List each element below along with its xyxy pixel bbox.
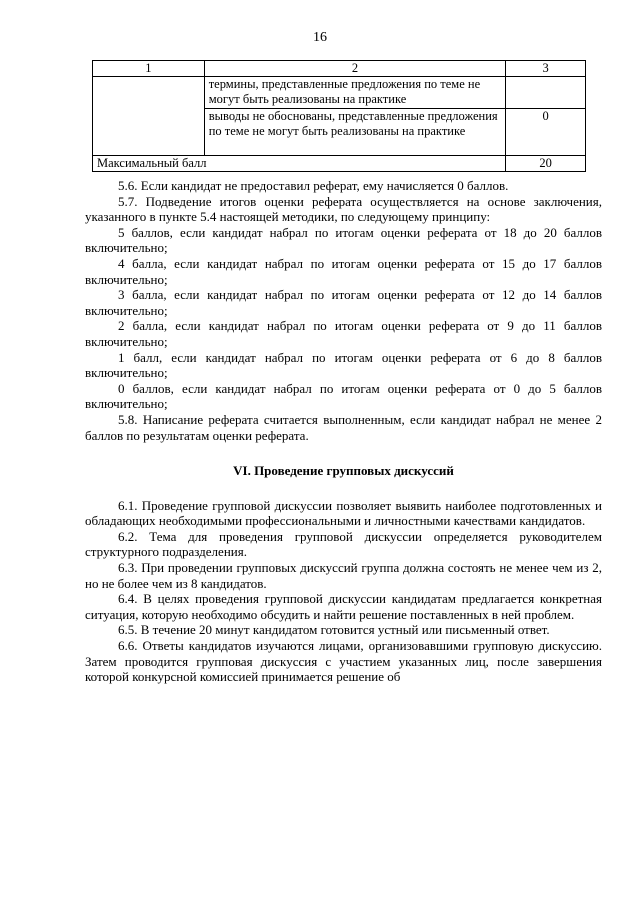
paragraph: 2 балла, если кандидат набрал по итогам оценки реферата от 9 до 11 баллов включительно;	[85, 318, 602, 349]
max-score-value: 20	[506, 156, 586, 172]
paragraph: 6.3. При проведении групповых дискуссий группа должна состоять не менее чем из 2, но не более чем из 8 кандидатов.	[85, 560, 602, 591]
scoring-criteria-table	[92, 60, 586, 172]
paragraph: 5.7. Подведение итогов оценки реферата осуществляется на основе заключения, указанного в пункте 5.4 настоящей методики, по следующему принципу:	[85, 193, 602, 225]
paragraph: 1 балл, если кандидат набрал по итогам оценки реферата от 6 до 8 баллов включительно;	[85, 349, 602, 381]
page-number: 16	[313, 30, 327, 45]
paragraph: 6.6. Ответы кандидатов изучаются лицами, организовавшими групповую дискуссию. Затем проводится групповая дискуссия с участием указанных лиц, после завершения которой конкурсной комиссией принимается решение об	[85, 638, 602, 685]
table-merged-cell	[93, 77, 205, 156]
max-score-label: Максимальный балл	[93, 156, 506, 172]
table-header-cell: 3	[506, 61, 586, 77]
paragraph: 6.2. Тема для проведения групповой дискуссии определяется руководителем структурного подразделения.	[85, 528, 602, 560]
document-body	[85, 178, 602, 685]
paragraph: 5 баллов, если кандидат набрал по итогам оценки реферата от 18 до 20 баллов включительно;	[85, 224, 602, 256]
table-row	[93, 77, 586, 109]
table-header-cell: 1	[93, 61, 205, 77]
table-header-cell: 2	[204, 61, 505, 77]
paragraph: 5.6. Если кандидат не предоставил реферат, ему начисляется 0 баллов.	[118, 178, 509, 193]
paragraph: 6.1. Проведение групповой дискуссии позволяет выявить наиболее подготовленных и обладающих необходимыми профессиональными и личностными качествами кандидатов.	[85, 497, 602, 529]
table-row-max	[93, 156, 586, 172]
paragraph: 6.5. В течение 20 минут кандидатом готовится устный или письменный ответ.	[118, 622, 550, 638]
table-cell-score: 0	[506, 109, 586, 156]
paragraph: 3 балла, если кандидат набрал по итогам оценки реферата от 12 до 14 баллов включительно;	[85, 287, 602, 318]
paragraph: 6.4. В целях проведения групповой дискуссии кандидатам предлагается конкретная ситуация, которую необходимо обсудить и найти решение поставленных в ней проблем.	[85, 591, 602, 622]
table-header-row	[93, 61, 586, 77]
paragraph: 4 балла, если кандидат набрал по итогам оценки реферата от 15 до 17 баллов включительно;	[85, 255, 602, 287]
table-cell-score	[506, 77, 586, 109]
section-heading: VI. Проведение групповых дискуссий	[233, 463, 454, 479]
table-cell-criterion: термины, представленные предложения по теме не могут быть реализованы на практике	[204, 77, 505, 109]
paragraph: 0 баллов, если кандидат набрал по итогам оценки реферата от 0 до 5 баллов включительно;	[85, 380, 602, 412]
table-cell-criterion: выводы не обоснованы, представленные предложения по теме не могут быть реализованы на практике	[204, 109, 505, 156]
paragraph: 5.8. Написание реферата считается выполненным, если кандидат набрал не менее 2 баллов по результатам оценки реферата.	[85, 411, 602, 443]
